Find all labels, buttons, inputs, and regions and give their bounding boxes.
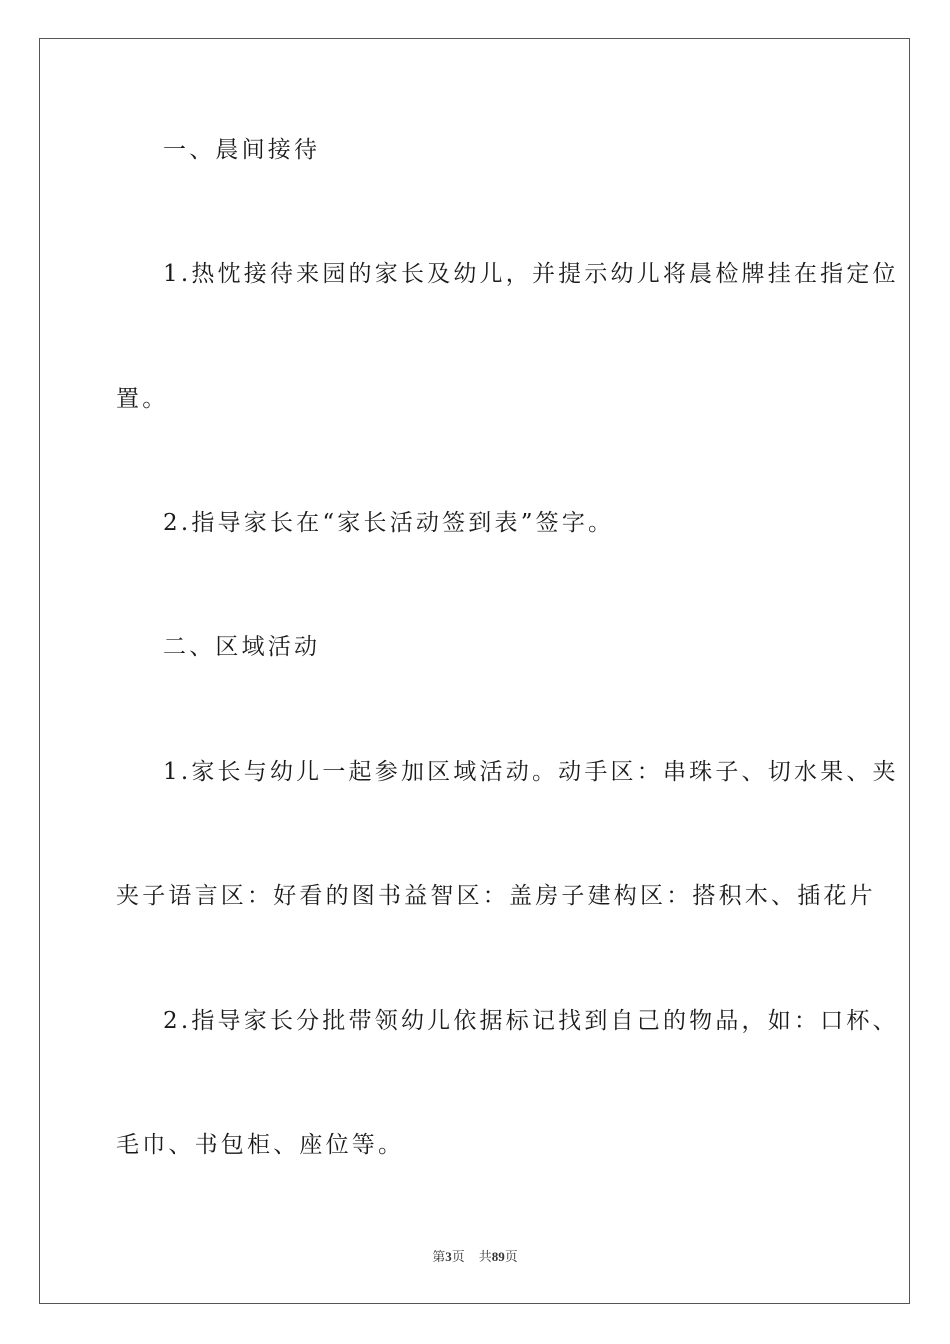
page-number: 3 — [445, 1249, 452, 1264]
paragraph-line: 2.指导家长分批带领幼儿依据标记找到自己的物品，如：口杯、 — [163, 1008, 899, 1034]
total-suffix: 页 — [504, 1250, 518, 1265]
page-border — [39, 38, 910, 1304]
paragraph-line: 毛巾、书包柜、座位等。 — [116, 1132, 405, 1158]
section-heading-morning-reception: 一、晨间接待 — [163, 137, 321, 163]
paragraph-line: 置。 — [116, 386, 169, 412]
total-pages: 89 — [491, 1249, 505, 1264]
paragraph-line: 2.指导家长在“家长活动签到表”签字。 — [163, 510, 615, 536]
paragraph-line: 1.热忱接待来园的家长及幼儿，并提示幼儿将晨检牌挂在指定位 — [163, 261, 899, 287]
page-footer — [0, 1250, 950, 1264]
section-heading-area-activities: 二、区域活动 — [163, 634, 321, 660]
paragraph-line: 1.家长与幼儿一起参加区域活动。动手区：串珠子、切水果、夹 — [163, 759, 899, 785]
page-prefix: 第 — [432, 1250, 446, 1265]
paragraph-line: 夹子语言区：好看的图书益智区：盖房子建构区：搭积木、插花片 — [116, 883, 876, 909]
page-suffix: 页 — [451, 1250, 465, 1265]
total-prefix: 共 — [478, 1250, 492, 1265]
